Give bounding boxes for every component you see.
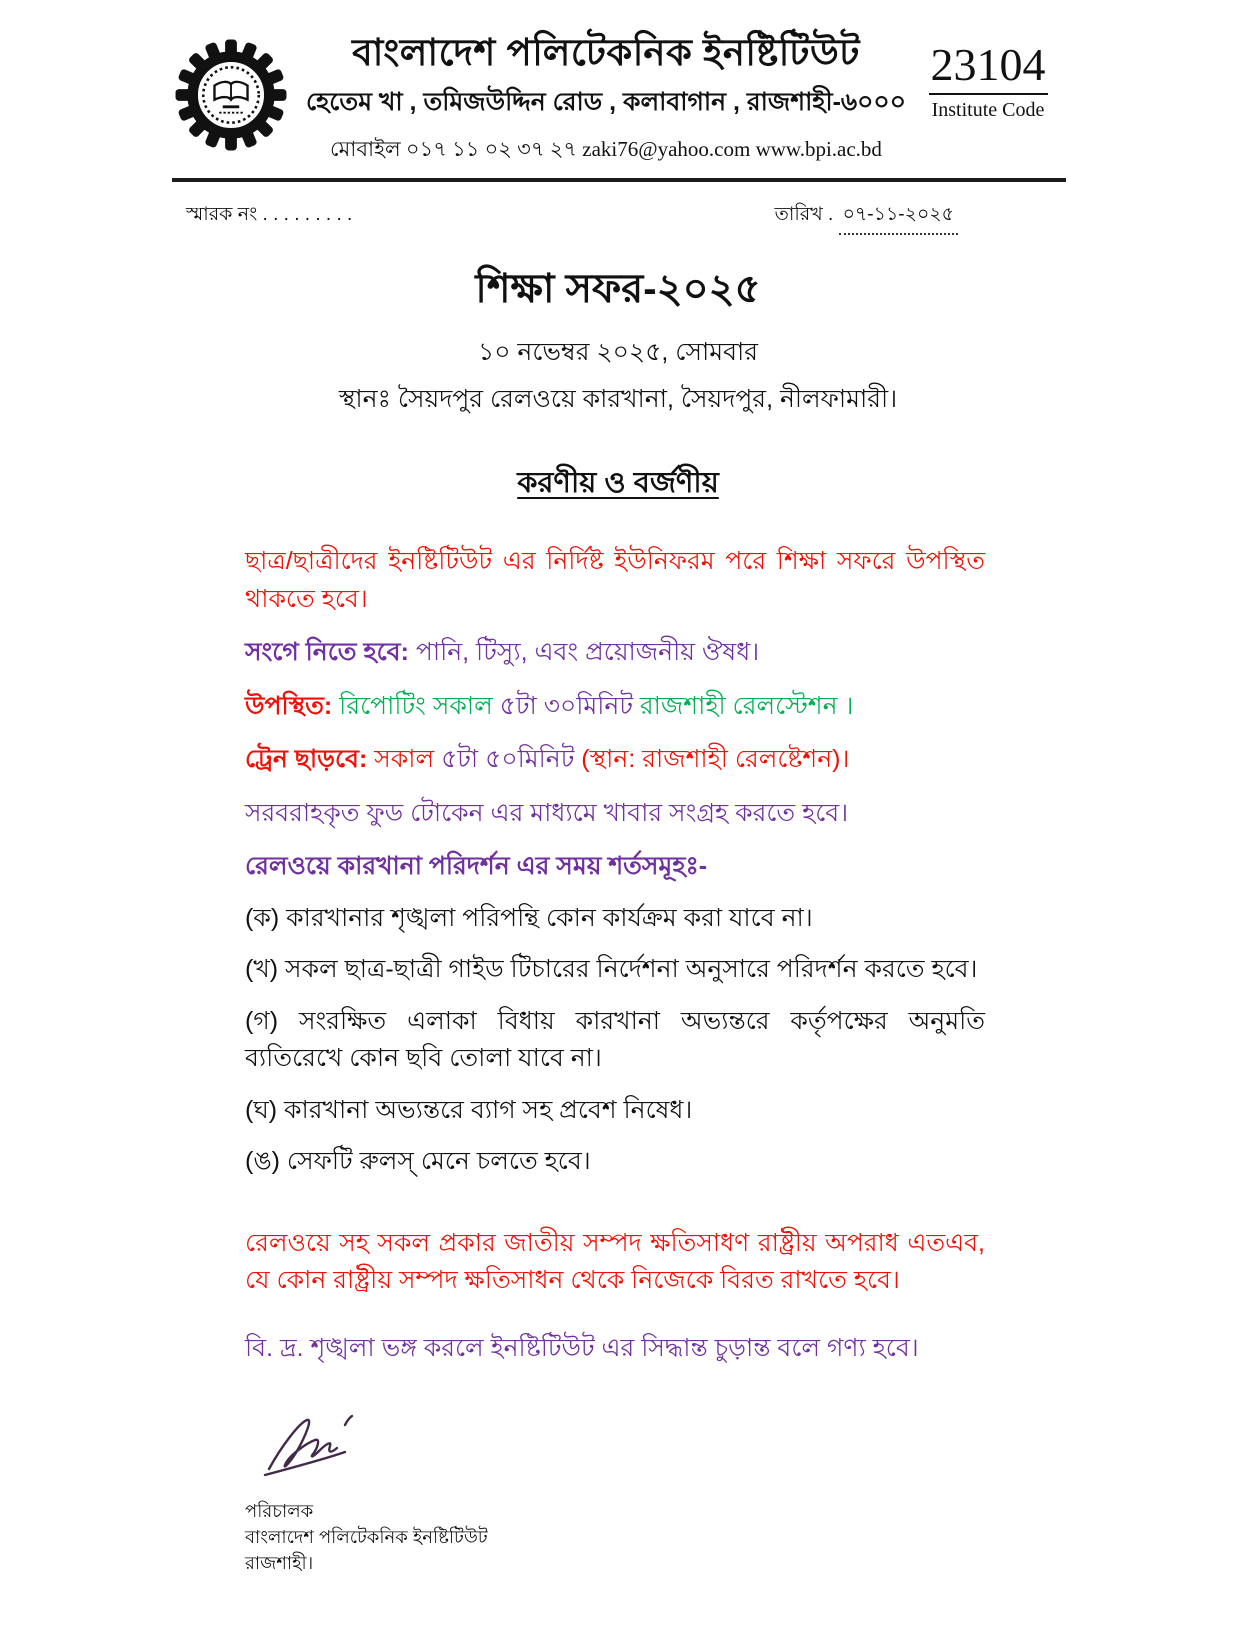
institute-code-block bbox=[908, 30, 1068, 122]
reporting-text-1: রিপোটিং সকাল bbox=[332, 691, 500, 720]
train-time: ৫টা ৫০মিনিট bbox=[441, 745, 582, 774]
reporting-time: ৫টা ৩০মিনিট bbox=[499, 691, 640, 720]
train-departure-label: ট্রেন ছাড়বে: bbox=[245, 745, 368, 774]
train-text-1: সকাল bbox=[367, 745, 442, 774]
train-station: (স্থান: রাজশাহী রেলষ্টেশন)। bbox=[581, 745, 850, 774]
director-signature-icon bbox=[253, 1407, 1236, 1492]
date-label: তারিখ . bbox=[774, 204, 834, 226]
institute-contact: মোবাইল ০১৭ ১১ ০২ ৩৭ ২৭ zaki76@yahoo.com www.bpi.ac.bd bbox=[330, 137, 882, 162]
reporting-line bbox=[245, 688, 985, 726]
title-block bbox=[0, 257, 1236, 422]
date-value: ০৭-১১-২০২৫ bbox=[839, 200, 958, 235]
institute-code: 23104 bbox=[929, 40, 1048, 95]
document-title: শিক্ষা সফর-২০২৫ bbox=[475, 267, 761, 312]
institute-name: বাংলাদেশ পলিটেকনিক ইনষ্টিটিউট bbox=[352, 32, 860, 73]
signatory-designation: পরিচালক bbox=[245, 1501, 314, 1522]
conditions-heading: রেলওয়ে কারখানা পরিদর্শন এর সময় শর্তসমূহঃ- bbox=[245, 852, 708, 881]
condition-item-gha: (ঘ) কারখানা অভ্যন্তরে ব্যাগ সহ প্রবেশ নিষেধ। bbox=[245, 1095, 693, 1124]
header-divider bbox=[172, 178, 1066, 182]
reporting-station: রাজশাহী রেলস্টেশন । bbox=[639, 691, 854, 720]
bring-items-label: সংগে নিতে হবে: bbox=[245, 638, 409, 667]
signature-block bbox=[245, 1407, 1236, 1576]
institute-address: হেতেম খা , তমিজউদ্দিন রোড , কলাবাগান , রাজশাহী-৬০০০ bbox=[306, 88, 906, 117]
institute-logo bbox=[172, 30, 304, 159]
reporting-label: উপস্থিত: bbox=[245, 691, 333, 720]
condition-item-ga: (গ) সংরক্ষিত এলাকা বিধায় কারখানা অভ্যন্তরে কর্তৃপক্ষের অনুমতি ব্যতিরেখে কোন ছবি তোলা যাবে না। bbox=[245, 1006, 985, 1073]
food-token-line: সরবরাহকৃত ফুড টোকেন এর মাধ্যমে খাবার সংগ্রহ করতে হবে। bbox=[245, 798, 849, 827]
gear-book-emblem-icon bbox=[172, 141, 290, 158]
condition-item-uma: (ঙ) সেফটি রুলস্ মেনে চলতে হবে। bbox=[245, 1147, 591, 1176]
national-property-warning: রেলওয়ে সহ সকল প্রকার জাতীয় সম্পদ ক্ষতিসাধণ রাষ্ট্রীয় অপরাধ এতএব, যে কোন রাষ্ট্রীয় সম্পদ ক্ষতিসাধন থেকে নিজেকে বিরত রাখতে হবে। bbox=[245, 1228, 985, 1295]
uniform-notice-paragraph: ছাত্র/ছাত্রীদের ইনষ্টিটিউট এর নির্দিষ্ট ইউনিফরম পরে শিক্ষা সফরে উপস্থিত থাকতে হবে। bbox=[245, 547, 985, 613]
memo-row bbox=[186, 200, 958, 235]
section-heading-dos-donts: করণীয় ও বর্জণীয় bbox=[517, 467, 719, 500]
institute-code-label: Institute Code bbox=[931, 98, 1045, 121]
date-group bbox=[775, 200, 958, 235]
condition-item-ka: (ক) কারখানার শৃঙ্খলা পরিপন্থি কোন কার্যক্রম করা যাবে না। bbox=[245, 903, 813, 932]
letterhead bbox=[172, 30, 1068, 168]
signatory-organization: বাংলাদেশ পলিটেকনিক ইনষ্টিটিউট bbox=[245, 1527, 488, 1548]
condition-item-kha: (খ) সকল ছাত্র-ছাত্রী গাইড টিচারের নির্দেশনা অনুসারে পরিদর্শন করতে হবে। bbox=[245, 955, 978, 984]
memo-number-label: স্মারক নং . . . . . . . . . bbox=[186, 204, 353, 226]
tour-date-line: ১০ নভেম্বর ২০২৫, সোমবার bbox=[477, 338, 759, 367]
notice-body bbox=[245, 543, 985, 1367]
signatory-location: রাজশাহী। bbox=[245, 1553, 314, 1574]
letterhead-center bbox=[304, 30, 908, 168]
bring-items-line bbox=[245, 634, 985, 672]
conditions-list bbox=[245, 900, 985, 1181]
discipline-note: বি. দ্র. শৃঙ্খলা ভঙ্গ করলে ইনষ্টিটিউট এর সিদ্ধান্ত চুড়ান্ত বলে গণ্য হবে। bbox=[245, 1333, 919, 1362]
bring-items-text: পানি, টিস্যু, এবং প্রয়োজনীয় ঔষধ। bbox=[408, 638, 760, 667]
signatory-details bbox=[245, 1498, 1236, 1576]
train-departure-line bbox=[245, 741, 985, 779]
tour-venue-line: স্থানঃ সৈয়দপুর রেলওয়ে কারখানা, সৈয়দপুর, নীলফামারী। bbox=[338, 385, 898, 414]
